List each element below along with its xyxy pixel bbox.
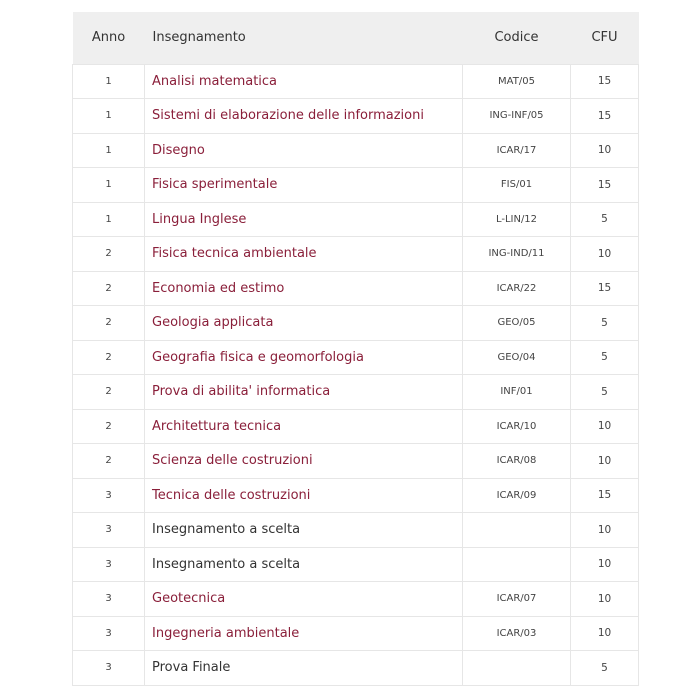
table-row: [73, 444, 639, 479]
cell-insegnamento: [145, 306, 463, 341]
table-row: [73, 340, 639, 375]
cell-anno: 2: [73, 409, 145, 444]
cell-cfu: 10: [571, 444, 639, 479]
table-row: [73, 168, 639, 203]
header-codice: Codice: [494, 30, 539, 46]
cell-codice: [463, 513, 571, 548]
table-row: [73, 651, 639, 686]
table-header: [73, 12, 639, 64]
cell-codice: ICAR/17: [463, 133, 571, 168]
table-row: [73, 306, 639, 341]
cell-anno: 1: [73, 202, 145, 237]
header-cfu: CFU: [591, 30, 618, 46]
cell-cfu: 5: [571, 375, 639, 410]
cell-insegnamento: [145, 133, 463, 168]
cell-codice: ING-IND/11: [463, 237, 571, 272]
course-link[interactable]: Scienza delle costruzioni: [152, 453, 313, 469]
table-row: [73, 547, 639, 582]
cell-anno: 2: [73, 271, 145, 306]
course-link[interactable]: Architettura tecnica: [152, 418, 282, 434]
course-link[interactable]: Prova di abilita' informatica: [152, 384, 331, 400]
cell-anno: 3: [73, 547, 145, 582]
cell-cfu: 10: [571, 237, 639, 272]
table-row: [73, 271, 639, 306]
cell-insegnamento: [145, 340, 463, 375]
cell-anno: 2: [73, 444, 145, 479]
cell-anno: 2: [73, 237, 145, 272]
cell-insegnamento: [145, 64, 463, 99]
cell-insegnamento: [145, 616, 463, 651]
cell-cfu: 15: [571, 478, 639, 513]
cell-anno: 3: [73, 582, 145, 617]
cell-insegnamento: [145, 409, 463, 444]
cell-insegnamento: [145, 547, 463, 582]
cell-anno: 2: [73, 306, 145, 341]
course-table-container: [72, 12, 630, 686]
course-link[interactable]: Economia ed estimo: [152, 280, 285, 296]
cell-anno: 3: [73, 478, 145, 513]
cell-codice: ICAR/09: [463, 478, 571, 513]
table-row: [73, 513, 639, 548]
table-row: [73, 133, 639, 168]
header-insegnamento: Insegnamento: [152, 30, 246, 46]
course-link[interactable]: Fisica sperimentale: [152, 177, 278, 193]
cell-codice: GEO/04: [463, 340, 571, 375]
cell-codice: ICAR/22: [463, 271, 571, 306]
course-link[interactable]: Fisica tecnica ambientale: [152, 246, 317, 262]
course-link[interactable]: Analisi matematica: [152, 73, 278, 89]
cell-anno: 1: [73, 64, 145, 99]
cell-codice: ICAR/10: [463, 409, 571, 444]
cell-insegnamento: [145, 651, 463, 686]
cell-cfu: 10: [571, 616, 639, 651]
cell-cfu: 15: [571, 99, 639, 134]
cell-anno: 1: [73, 168, 145, 203]
cell-insegnamento: [145, 444, 463, 479]
course-name: Insegnamento a scelta: [152, 556, 301, 572]
cell-codice: L-LIN/12: [463, 202, 571, 237]
cell-cfu: 10: [571, 409, 639, 444]
table-row: [73, 409, 639, 444]
cell-cfu: 15: [571, 168, 639, 203]
cell-insegnamento: [145, 375, 463, 410]
cell-codice: [463, 547, 571, 582]
cell-insegnamento: [145, 237, 463, 272]
cell-codice: ICAR/07: [463, 582, 571, 617]
cell-cfu: 5: [571, 202, 639, 237]
cell-codice: ICAR/03: [463, 616, 571, 651]
cell-cfu: 10: [571, 133, 639, 168]
cell-cfu: 10: [571, 513, 639, 548]
course-link[interactable]: Geotecnica: [152, 591, 226, 607]
course-link[interactable]: Lingua Inglese: [152, 211, 247, 227]
table-row: [73, 202, 639, 237]
cell-codice: ING-INF/05: [463, 99, 571, 134]
cell-cfu: 10: [571, 582, 639, 617]
course-link[interactable]: Ingegneria ambientale: [152, 625, 300, 641]
cell-anno: 1: [73, 99, 145, 134]
cell-cfu: 5: [571, 651, 639, 686]
course-link[interactable]: Tecnica delle costruzioni: [152, 487, 311, 503]
cell-codice: GEO/05: [463, 306, 571, 341]
cell-codice: MAT/05: [463, 64, 571, 99]
table-row: [73, 375, 639, 410]
cell-cfu: 15: [571, 64, 639, 99]
cell-codice: INF/01: [463, 375, 571, 410]
cell-cfu: 5: [571, 306, 639, 341]
header-anno: Anno: [91, 30, 126, 46]
course-name: Insegnamento a scelta: [152, 522, 301, 538]
table-row: [73, 616, 639, 651]
course-link[interactable]: Sistemi di elaborazione delle informazioni: [152, 108, 424, 124]
cell-codice: FIS/01: [463, 168, 571, 203]
course-link[interactable]: Disegno: [152, 142, 205, 158]
table-row: [73, 478, 639, 513]
cell-insegnamento: [145, 582, 463, 617]
cell-cfu: 10: [571, 547, 639, 582]
cell-insegnamento: [145, 202, 463, 237]
course-name: Prova Finale: [152, 660, 231, 676]
cell-insegnamento: [145, 168, 463, 203]
course-link[interactable]: Geologia applicata: [152, 315, 274, 331]
table-body: [73, 64, 639, 685]
table-row: [73, 64, 639, 99]
cell-insegnamento: [145, 271, 463, 306]
table-row: [73, 99, 639, 134]
cell-anno: 1: [73, 133, 145, 168]
cell-insegnamento: [145, 513, 463, 548]
course-link[interactable]: Geografia fisica e geomorfologia: [152, 349, 364, 365]
cell-anno: 3: [73, 513, 145, 548]
header-row: [73, 12, 639, 64]
cell-anno: 3: [73, 651, 145, 686]
cell-codice: ICAR/08: [463, 444, 571, 479]
table-row: [73, 237, 639, 272]
cell-cfu: 15: [571, 271, 639, 306]
course-table: [72, 12, 639, 686]
cell-anno: 2: [73, 340, 145, 375]
cell-codice: [463, 651, 571, 686]
cell-insegnamento: [145, 478, 463, 513]
cell-anno: 2: [73, 375, 145, 410]
cell-cfu: 5: [571, 340, 639, 375]
cell-anno: 3: [73, 616, 145, 651]
cell-insegnamento: [145, 99, 463, 134]
table-row: [73, 582, 639, 617]
